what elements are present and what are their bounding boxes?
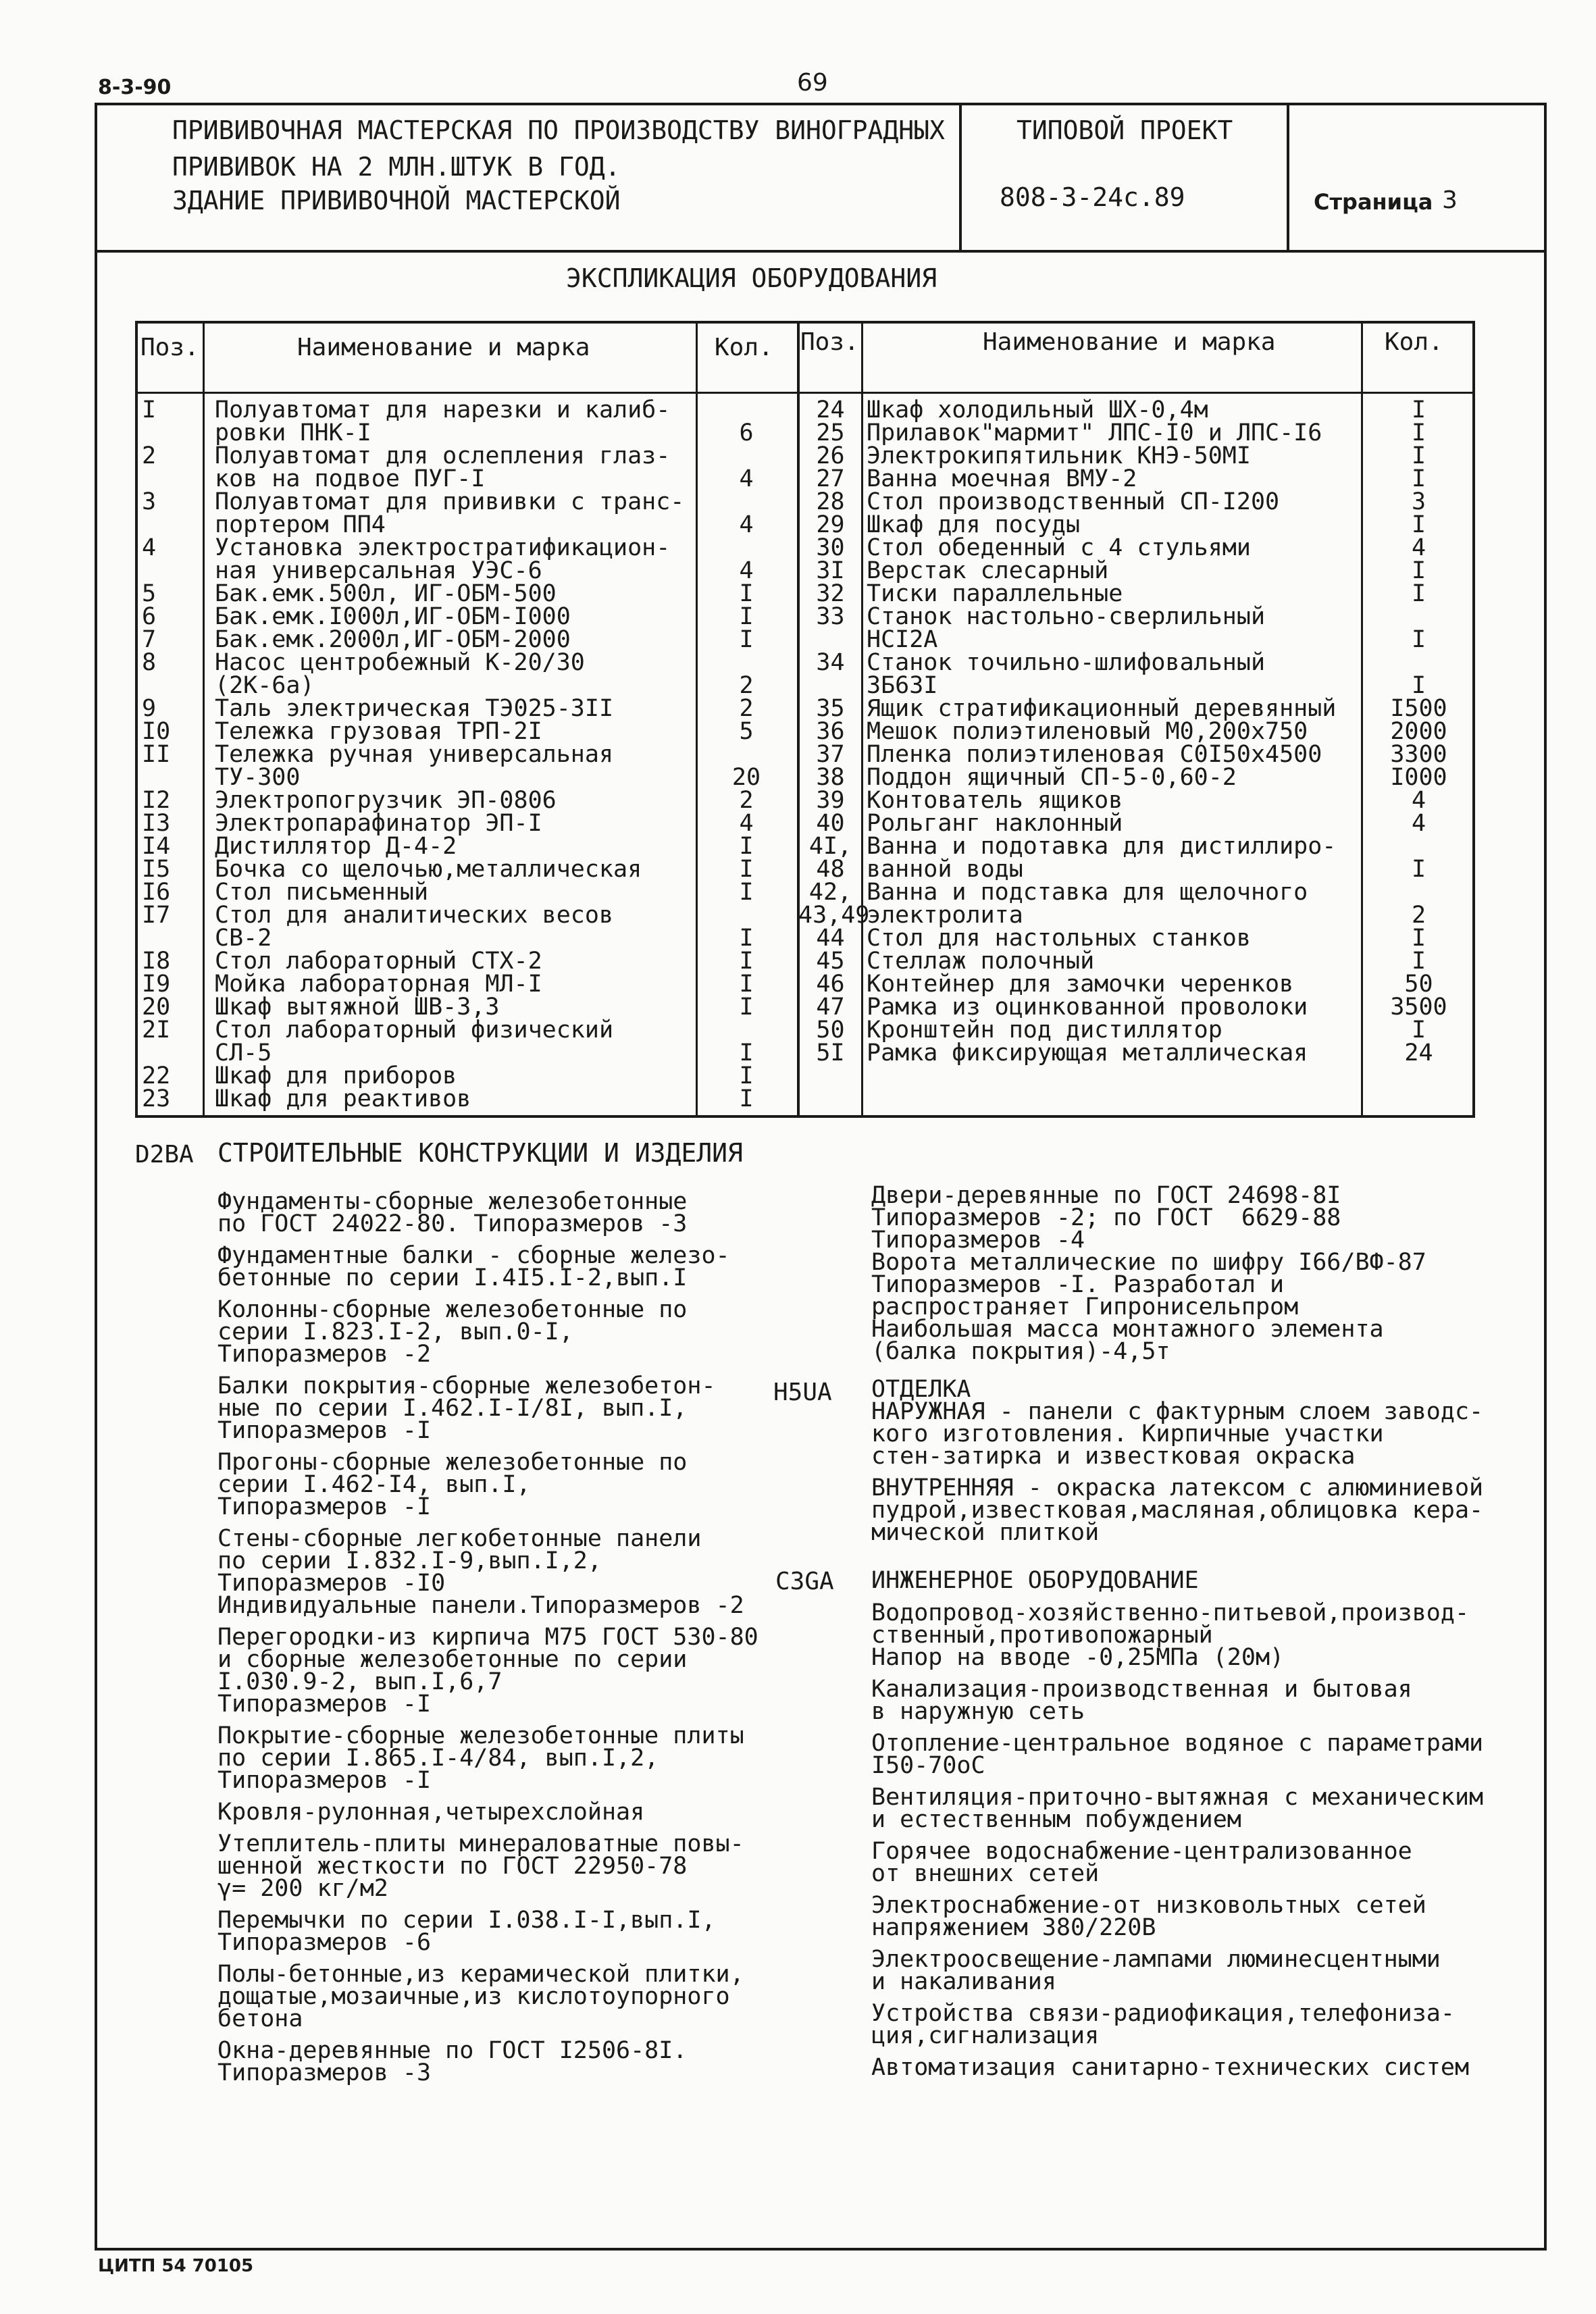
table-row-name: Стеллаж полочный [867, 948, 1095, 975]
table-row-pos: 42, [808, 879, 852, 906]
table-row-qty: I [1411, 948, 1426, 975]
table-row-qty: 4 [739, 511, 754, 538]
table-row-qty [699, 444, 794, 467]
table-row-name: ровки ПНК-I [215, 419, 371, 446]
table-row-qty: I [739, 626, 754, 653]
table-row-pos: 20 [142, 994, 171, 1021]
table-row-qty: 24 [1404, 1039, 1433, 1066]
table-row-qty: I [1411, 856, 1426, 883]
table-row-pos: 43,49 [798, 902, 870, 929]
table-row-pos: 4 [142, 534, 157, 561]
table-row-pos: I7 [142, 902, 171, 929]
table-row-qty [699, 490, 794, 513]
table-row-pos: 36 [816, 718, 845, 745]
table-row-pos: 44 [816, 925, 845, 952]
table-row-name: Дистиллятор Д-4-2 [215, 833, 457, 860]
eng-text-line: Электроосвещение-лампами люминесцентными [871, 1946, 1441, 1973]
table-row-name: Станок настольно-сверлильный [867, 603, 1266, 630]
table-row-name: Ванна и подставка для щелочного [867, 879, 1308, 906]
table-row-name: Бак.емк.I000л,ИГ-ОБМ-I000 [215, 603, 571, 630]
eng-code: C3GA [775, 1568, 834, 1595]
table-row-pos: 3 [142, 488, 157, 515]
table-row-name: Полуавтомат для прививки с транс- [215, 488, 685, 515]
construction-text-line: I.030.9-2, вып.I,6,7 [217, 1668, 503, 1695]
table-row-name: Мешок полиэтиленовый М0,200х750 [867, 718, 1308, 745]
table-row-name: Контейнер для замочки черенков [867, 971, 1294, 998]
header-qty-right: Кол. [1385, 328, 1443, 356]
table-row-name: Электропогрузчик ЭП-0806 [215, 787, 557, 814]
table-row-qty [699, 398, 794, 421]
construction-text-line: Балки покрытия-сборные железобетон- [217, 1372, 716, 1399]
page-value: 3 [1442, 186, 1458, 214]
table-row-pos: 45 [816, 948, 845, 975]
eng-text-line: Электроснабжение-от низковольтных сетей [871, 1892, 1426, 1919]
header-pos-right: Поз. [800, 328, 859, 356]
table-row-pos: 3I [816, 557, 845, 584]
construction-text-line: бетона [217, 2005, 303, 2032]
table-row-name: СВ-2 [215, 925, 272, 952]
finish-text-line: мической плиткой [871, 1519, 1100, 1546]
table-row-qty [1363, 605, 1474, 628]
table-row-qty: 4 [1411, 810, 1426, 837]
table-row-qty [1363, 651, 1474, 674]
table-row-pos: 46 [816, 971, 845, 998]
table-row-name: ванной воды [867, 856, 1023, 883]
eng-text-line: и естественным побуждением [871, 1806, 1241, 1833]
table-row-pos: I8 [142, 948, 171, 975]
table-row-pos: I [142, 396, 157, 423]
table-header-rule [135, 392, 1475, 394]
finish-code: H5UA [773, 1379, 832, 1406]
table-row-qty [1363, 835, 1474, 858]
finish-text-line: кого изготовления. Кирпичные участки [871, 1420, 1384, 1447]
table-row-name: Стол для аналитических весов [215, 902, 614, 929]
construction-text-line: Фундаментные балки - сборные железо- [217, 1242, 730, 1269]
eng-text-line: I50-70оС [871, 1752, 985, 1779]
table-row-name: портером ПП4 [215, 511, 386, 538]
table-row-name: НСI2А [867, 626, 938, 653]
table-row-name: Бочка со щелочью,металлическая [215, 856, 642, 883]
table-row-name: Стол письменный [215, 879, 429, 906]
table-row-name: Тележка грузовая ТРП-2I [215, 718, 542, 745]
table-row-qty: I [1411, 511, 1426, 538]
header-name-left: Наименование и марка [297, 334, 590, 361]
eng-text-line: Канализация-производственная и бытовая [871, 1676, 1412, 1703]
table-row-qty: 50 [1404, 971, 1433, 998]
eng-text-line: Устройства связи-радиофикация,телефониза- [871, 2000, 1455, 2027]
construction-text-line: Двери-деревянные по ГОСТ 24698-8I [871, 1182, 1341, 1209]
table-row-qty: 4 [739, 810, 754, 837]
construction-text-line: Ворота металлические по шифру I66/ВФ-87 [871, 1249, 1426, 1276]
table-row-qty: I [1411, 419, 1426, 446]
title-block-divider-2 [1287, 103, 1289, 251]
table-row-qty: 3 [1411, 488, 1426, 515]
table-row-pos: 40 [816, 810, 845, 837]
table-row-pos: I2 [142, 787, 171, 814]
table-row-name: Бак.емк.2000л,ИГ-ОБМ-2000 [215, 626, 571, 653]
table-row-name: Поддон ящичный СП-5-0,60-2 [867, 764, 1237, 791]
table-row-name: (2К-6а) [215, 672, 315, 699]
construction-text-line: по ГОСТ 24022-80. Типоразмеров -3 [217, 1210, 688, 1237]
construction-text-line: Типоразмеров -2; по ГОСТ 6629-88 [871, 1204, 1341, 1231]
table-row-qty: 3300 [1390, 741, 1447, 768]
construction-text-line: Типоразмеров -I [217, 1691, 432, 1718]
table-row-qty: I [739, 1062, 754, 1089]
table-row-name: Ящик стратификационный деревянный [867, 695, 1337, 722]
construction-text-line: Перемычки по серии I.038.I-I,вып.I, [217, 1907, 716, 1934]
eng-text-line: Водопровод-хозяйственно-питьевой,производ- [871, 1599, 1470, 1626]
table-row-name: электролита [867, 902, 1023, 929]
table-row-pos: I0 [142, 718, 171, 745]
table-row-qty: I [1411, 442, 1426, 469]
table-row-name: ков на подвое ПУГ-I [215, 465, 486, 492]
table-row-qty: I [1411, 672, 1426, 699]
eng-text-line: в наружную сеть [871, 1698, 1085, 1725]
table-row-pos [798, 628, 863, 651]
construction-text-line: Утеплитель-плиты минераловатные повы- [217, 1830, 744, 1857]
table-row-name: Мойка лабораторная МЛ-I [215, 971, 542, 998]
table-row-qty: 3500 [1390, 994, 1447, 1021]
construction-text-line: Полы-бетонные,из керамической плитки, [217, 1961, 744, 1988]
table-row-qty [699, 904, 794, 927]
table-row-pos [798, 674, 863, 697]
table-row-qty: I [739, 1039, 754, 1066]
construction-text-line: Колонны-сборные железобетонные по [217, 1296, 688, 1323]
construction-title: СТРОИТЕЛЬНЫЕ КОНСТРУКЦИИ И ИЗДЕЛИЯ [217, 1138, 743, 1168]
construction-text-line: серии I.823.I-2, вып.0-I, [217, 1318, 573, 1345]
table-row-name: Стол лабораторный СТХ-2 [215, 948, 542, 975]
construction-text-line: Типоразмеров -I [217, 1767, 432, 1794]
table-row-qty: 4 [1411, 534, 1426, 561]
construction-text-line: ные по серии I.462.I-I/8I, вып.I, [217, 1395, 688, 1422]
table-row-pos: 47 [816, 994, 845, 1021]
construction-text-line: Кровля-рулонная,четырехслойная [217, 1799, 645, 1826]
eng-text-line: Горячее водоснабжение-централизованное [871, 1838, 1412, 1865]
construction-text-line: Покрытие-сборные железобетонные плиты [217, 1722, 744, 1749]
table-row-pos: 29 [816, 511, 845, 538]
construction-text-line: Типоразмеров -I. Разработал и [871, 1271, 1285, 1298]
table-row-pos: 23 [142, 1085, 171, 1112]
table-row-pos: 7 [142, 626, 157, 653]
table-row-name: Пленка полиэтиленовая С0I50х4500 [867, 741, 1322, 768]
table-row-pos: I3 [142, 810, 171, 837]
construction-text-line: Стены-сборные легкобетонные панели [217, 1525, 702, 1552]
project-type: ТИПОВОЙ ПРОЕКТ [1016, 115, 1233, 145]
table-row-pos: I6 [142, 879, 171, 906]
table-row-name: Электрокипятильник КНЭ-50МI [867, 442, 1251, 469]
eng-text-line: Отопление-центральное водяное с параметрами [871, 1730, 1484, 1757]
eng-text-line: напряжением 380/220В [871, 1914, 1156, 1941]
table-row-pos: 39 [816, 787, 845, 814]
construction-text-line: (балка покрытия)-4,5т [871, 1338, 1170, 1365]
table-row-qty: 6 [739, 419, 754, 446]
table-row-pos: 25 [816, 419, 845, 446]
table-row-name: Шкаф для посуды [867, 511, 1081, 538]
finish-text-line: ВНУТРЕННЯЯ - окраска латексом с алюминиевой [871, 1474, 1484, 1501]
construction-text-line: Окна-деревянные по ГОСТ I2506-8I. [217, 2037, 688, 2064]
table-row-qty: I [1411, 465, 1426, 492]
table-row-qty: 20 [731, 764, 761, 791]
table-row-name: Электропарафинатор ЭП-I [215, 810, 542, 837]
table-row-qty: 2000 [1390, 718, 1447, 745]
header-qty-left: Кол. [715, 334, 773, 361]
eng-text-line: Автоматизация санитарно-технических систем [871, 2054, 1470, 2081]
table-row-name: Таль электрическая ТЭ025-3II [215, 695, 614, 722]
table-row-qty: I [739, 925, 754, 952]
table-row-pos: 37 [816, 741, 845, 768]
table-row-qty: I [1411, 626, 1426, 653]
table-row-name: Станок точильно-шлифовальный [867, 649, 1266, 676]
table-row-name: СЛ-5 [215, 1039, 272, 1066]
table-row-qty: I [739, 603, 754, 630]
table-row-pos: I5 [142, 856, 171, 883]
table-row-pos: 28 [816, 488, 845, 515]
footer-stamp: ЦИТП 54 70105 [98, 2256, 254, 2276]
table-row-pos: 48 [816, 856, 845, 883]
table-row-name: Шкаф вытяжной ШВ-3,3 [215, 994, 500, 1021]
explication-title: ЭКСПЛИКАЦИЯ ОБОРУДОВАНИЯ [566, 263, 937, 293]
table-row-pos: 50 [816, 1017, 845, 1044]
table-row-pos: I9 [142, 971, 171, 998]
eng-title: ИНЖЕНЕРНОЕ ОБОРУДОВАНИЕ [871, 1567, 1199, 1594]
construction-text-line: Типоразмеров -I0 [217, 1570, 446, 1597]
table-row-name: Ванна моечная ВМУ-2 [867, 465, 1137, 492]
col-rule [696, 321, 698, 1118]
col-rule [203, 321, 205, 1118]
table-row-qty: I [1411, 925, 1426, 952]
title-line-1: ПРИВИВОЧНАЯ МАСТЕРСКАЯ ПО ПРОИЗВОДСТВУ ВИНОГРАДНЫХ [172, 115, 945, 145]
construction-text-line: Типоразмеров -4 [871, 1227, 1085, 1254]
table-row-name: Стол лабораторный физический [215, 1017, 614, 1044]
table-row-name: Установка электростратификацион- [215, 534, 671, 561]
construction-text-line: Типоразмеров -6 [217, 1929, 432, 1956]
table-row-qty [699, 1019, 794, 1042]
table-row-pos: I4 [142, 833, 171, 860]
table-row-pos: 38 [816, 764, 845, 791]
table-row-qty: I [739, 580, 754, 607]
construction-text-line: по серии I.865.I-4/84, вып.I,2, [217, 1745, 659, 1772]
table-row-qty: I [739, 1085, 754, 1112]
table-row-qty: I000 [1390, 764, 1447, 791]
table-row-name: Шкаф для реактивов [215, 1085, 471, 1112]
table-row-qty: 4 [739, 465, 754, 492]
eng-text-line: и накаливания [871, 1968, 1056, 1995]
table-row-pos: 2I [142, 1017, 171, 1044]
table-row-qty: I [739, 948, 754, 975]
table-row-pos: 32 [816, 580, 845, 607]
table-row-name: ная универсальная УЭС-6 [215, 557, 542, 584]
table-row-pos: 35 [816, 695, 845, 722]
construction-text-line: и сборные железобетонные по серии [217, 1646, 688, 1673]
table-row-name: Стол производственный СП-I200 [867, 488, 1280, 515]
construction-text-line: Индивидуальные панели.Типоразмеров -2 [217, 1592, 744, 1619]
table-row-name: Ванна и подотавка для дистиллиро- [867, 833, 1337, 860]
construction-text-line: по серии I.832.I-9,вып.I,2, [217, 1547, 602, 1574]
table-row-pos: 24 [816, 396, 845, 423]
table-row-qty [699, 651, 794, 674]
table-row-qty [699, 743, 794, 766]
table-row-pos: 22 [142, 1062, 171, 1089]
table-row-pos: 27 [816, 465, 845, 492]
table-row-name: ТУ-300 [215, 764, 301, 791]
table-row-pos: 8 [142, 649, 157, 676]
eng-text-line: Вентиляция-приточно-вытяжная с механическим [871, 1784, 1484, 1811]
table-row-pos: 5I [816, 1039, 845, 1066]
table-row-name: Шкаф для приборов [215, 1062, 457, 1089]
construction-text-line: Фундаменты-сборные железобетонные [217, 1188, 688, 1215]
eng-text-line: ственный,противопожарный [871, 1622, 1213, 1649]
header-pos-left: Поз. [140, 334, 199, 361]
table-row-name: Верстак слесарный [867, 557, 1109, 584]
table-row-qty: I [1411, 1017, 1426, 1044]
table-row-pos: 4I, [808, 833, 852, 860]
construction-text-line: дощатые,мозаичные,из кислотоупорного [217, 1983, 730, 2010]
table-row-qty: I [739, 994, 754, 1021]
construction-text-line: серии I.462-I4, вып.I, [217, 1471, 531, 1498]
table-row-qty: 2 [1411, 902, 1426, 929]
finish-text-line: НАРУЖНАЯ - панели с фактурным слоем заводс- [871, 1398, 1484, 1425]
project-code: 808-3-24с.89 [1000, 182, 1185, 212]
eng-text-line: ция,сигнализация [871, 2022, 1100, 2049]
table-row-qty: I [1411, 396, 1426, 423]
header-name-right: Наименование и марка [983, 328, 1276, 356]
table-row-pos: 26 [816, 442, 845, 469]
table-row-name: Стол для настольных станков [867, 925, 1251, 952]
table-row-name: Тиски параллельные [867, 580, 1123, 607]
title-block-bottom-rule [95, 250, 1547, 253]
construction-text-line: γ= 200 кг/м2 [217, 1875, 388, 1902]
construction-text-line: Прогоны-сборные железобетонные по [217, 1449, 688, 1476]
table-row-pos: 2 [142, 442, 157, 469]
table-row-name: Шкаф холодильный ШХ-0,4м [867, 396, 1208, 423]
table-row-name: Полуавтомат для нарезки и калиб- [215, 396, 671, 423]
table-row-qty: 5 [739, 718, 754, 745]
table-row-name: Полуавтомат для ослепления глаз- [215, 442, 671, 469]
construction-code: D2BA [135, 1141, 194, 1168]
table-row-qty: I [739, 856, 754, 883]
table-row-pos: 6 [142, 603, 157, 630]
table-row-name: Насос центробежный К-20/30 [215, 649, 585, 676]
table-row-qty: 2 [739, 787, 754, 814]
finish-text-line: стен-затирка и известковая окраска [871, 1443, 1356, 1470]
document-code: 8-3-90 [98, 76, 172, 99]
table-row-name: Тележка ручная универсальная [215, 741, 614, 768]
table-row-qty: 4 [739, 557, 754, 584]
table-row-pos: 34 [816, 649, 845, 676]
table-row-pos: 30 [816, 534, 845, 561]
table-row-pos: 9 [142, 695, 157, 722]
construction-text-line: бетонные по серии I.4I5.I-2,вып.I [217, 1264, 688, 1291]
table-row-name: Стол обеденный с 4 стульями [867, 534, 1251, 561]
table-row-pos: 5 [142, 580, 157, 607]
construction-text-line: Типоразмеров -I [217, 1417, 432, 1444]
construction-text-line: Наибольшая масса монтажного элемента [871, 1316, 1384, 1343]
title-block-divider-1 [959, 103, 962, 251]
construction-text-line: шенной жесткости по ГОСТ 22950-78 [217, 1853, 688, 1880]
table-row-qty: I [739, 833, 754, 860]
table-row-qty: 4 [1411, 787, 1426, 814]
table-row-name: 3Б63I [867, 672, 938, 699]
title-line-2: ПРИВИВОК НА 2 МЛН.ШТУК В ГОД. [172, 152, 621, 182]
eng-text-line: от внешних сетей [871, 1860, 1100, 1887]
table-row-qty: 2 [739, 672, 754, 699]
table-row-qty: I [739, 971, 754, 998]
finish-title: ОТДЕЛКА [871, 1376, 971, 1403]
table-row-name: Рольганг наклонный [867, 810, 1123, 837]
construction-text-line: Типоразмеров -3 [217, 2059, 432, 2086]
table-row-qty: I500 [1390, 695, 1447, 722]
table-row-pos: 33 [816, 603, 845, 630]
eng-text-line: Напор на вводе -0,25МПа (20м) [871, 1644, 1285, 1671]
table-row-name: Рамка фиксирующая металлическая [867, 1039, 1308, 1066]
title-line-3: ЗДАНИЕ ПРИВИВОЧНОЙ МАСТЕРСКОЙ [172, 186, 621, 215]
construction-text-line: Перегородки-из кирпича М75 ГОСТ 530-80 [217, 1624, 758, 1651]
table-row-name: Контователь ящиков [867, 787, 1123, 814]
table-row-name: Рамка из оцинкованной проволоки [867, 994, 1308, 1021]
finish-text-line: пудрой,известковая,масляная,облицовка кера- [871, 1497, 1484, 1524]
table-row-name: Кронштейн под дистиллятор [867, 1017, 1222, 1044]
table-row-qty: I [1411, 580, 1426, 607]
table-row-qty: I [1411, 557, 1426, 584]
construction-text-line: Типоразмеров -I [217, 1493, 432, 1520]
table-row-qty: I [739, 879, 754, 906]
table-row-name: Бак.емк.500л, ИГ-ОБМ-500 [215, 580, 557, 607]
table-row-pos: II [142, 741, 171, 768]
page-number: 69 [797, 69, 828, 97]
table-row-qty: 2 [739, 695, 754, 722]
table-row-name: Прилавок"мармит" ЛПС-I0 и ЛПС-I6 [867, 419, 1322, 446]
construction-text-line: Типоразмеров -2 [217, 1341, 432, 1368]
table-row-qty [699, 536, 794, 559]
page-label: Страница [1314, 189, 1433, 215]
construction-text-line: распространяет Гипронисельпром [871, 1293, 1299, 1320]
table-row-qty [1363, 881, 1474, 904]
